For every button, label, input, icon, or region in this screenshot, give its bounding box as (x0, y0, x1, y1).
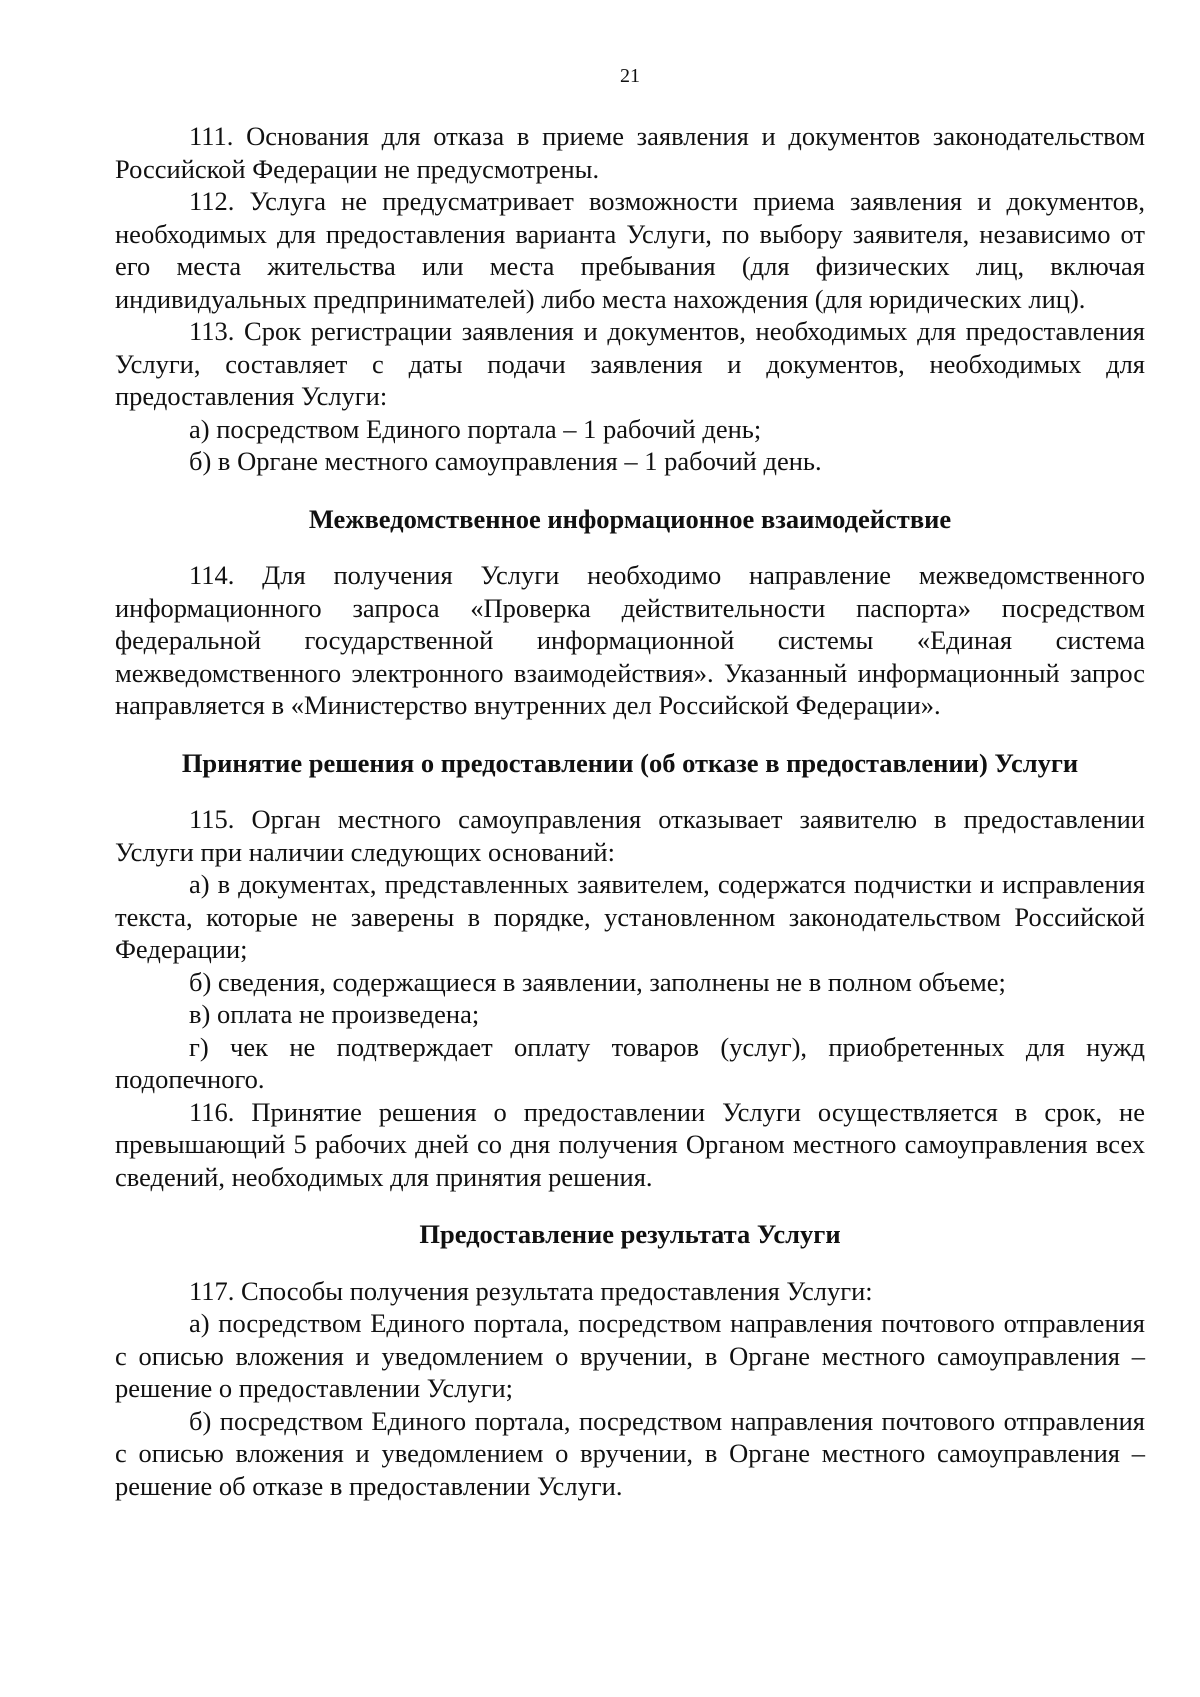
paragraph-115-d: г) чек не подтверждает оплату товаров (услуг), приобретенных для нужд подопечного. (115, 1031, 1145, 1094)
paragraph-114: 114. Для получения Услуги необходимо направление межведомственного информационного запроса «Проверка действительности паспорта» посредством федеральной государственной информационной системы «Единая система межведомственного электронного взаимодействия». Указанный информационный запрос направляется в «Министерство внутренних дел Российской Федерации». (115, 560, 1145, 720)
section-heading: Предоставление результата Услуги (419, 1219, 841, 1249)
paragraph-115-b: б) сведения, содержащиеся в заявлении, заполнены не в полном объеме; (189, 966, 1006, 997)
section-result (115, 1218, 1145, 1502)
section-interagency (115, 503, 1145, 722)
paragraph-117-b: б) посредством Единого портала, посредством направления почтового отправления с описью вложения и уведомлением о вручении, в Органе местного самоуправления – решение об отказе в предоставлении Услуги. (115, 1405, 1145, 1501)
section-heading: Межведомственное информационное взаимодействие (308, 503, 952, 534)
page-number: 21 (620, 65, 640, 87)
paragraph-117: 117. Способы получения результата предоставления Услуги: (189, 1275, 873, 1306)
document-page (115, 64, 1145, 1502)
paragraph-113: 113. Срок регистрации заявления и документов, необходимых для предоставления Услуги, составляет с даты подачи заявления и документов, необходимых для предоставления Услуги: (115, 316, 1145, 411)
paragraph-111: 111. Основания для отказа в приеме заявления и документов законодательством Российской Федерации не предусмотрены. (115, 121, 1145, 184)
paragraph-115: 115. Орган местного самоуправления отказывает заявителю в предоставлении Услуги при наличии следующих оснований: (115, 804, 1145, 867)
section-heading: Принятие решения о предоставлении (об отказе в предоставлении) Услуги (181, 747, 1079, 778)
paragraph-115-c: в) оплата не произведена; (189, 999, 480, 1029)
section-registration (115, 120, 1145, 478)
paragraph-117-a: а) посредством Единого портала, посредством направления почтового отправления с описью вложения и уведомлением о вручении, в Органе местного самоуправления – решение о предоставлении Услуги; (115, 1308, 1145, 1403)
paragraph-113-a: а) посредством Единого портала – 1 рабочий день; (189, 413, 762, 444)
paragraph-112: 112. Услуга не предусматривает возможности приема заявления и документов, необходимых для предоставления варианта Услуги, по выбору заявителя, независимо от его места жительства или места пребывания (для физических лиц, включая индивидуальных предпринимателей) либо места нахождения (для юридических лиц). (115, 186, 1145, 314)
paragraph-116: 116. Принятие решения о предоставлении Услуги осуществляется в срок, не превышающий 5 рабочих дней со дня получения Органом местного самоуправления всех сведений, необходимых для принятия решения. (115, 1096, 1145, 1192)
section-decision (115, 747, 1145, 1194)
paragraph-113-b: б) в Органе местного самоуправления – 1 рабочий день. (189, 446, 822, 476)
paragraph-115-a: а) в документах, представленных заявителем, содержатся подчистки и исправления текста, которые не заверены в порядке, установленном законодательством Российской Федерации; (115, 869, 1145, 964)
